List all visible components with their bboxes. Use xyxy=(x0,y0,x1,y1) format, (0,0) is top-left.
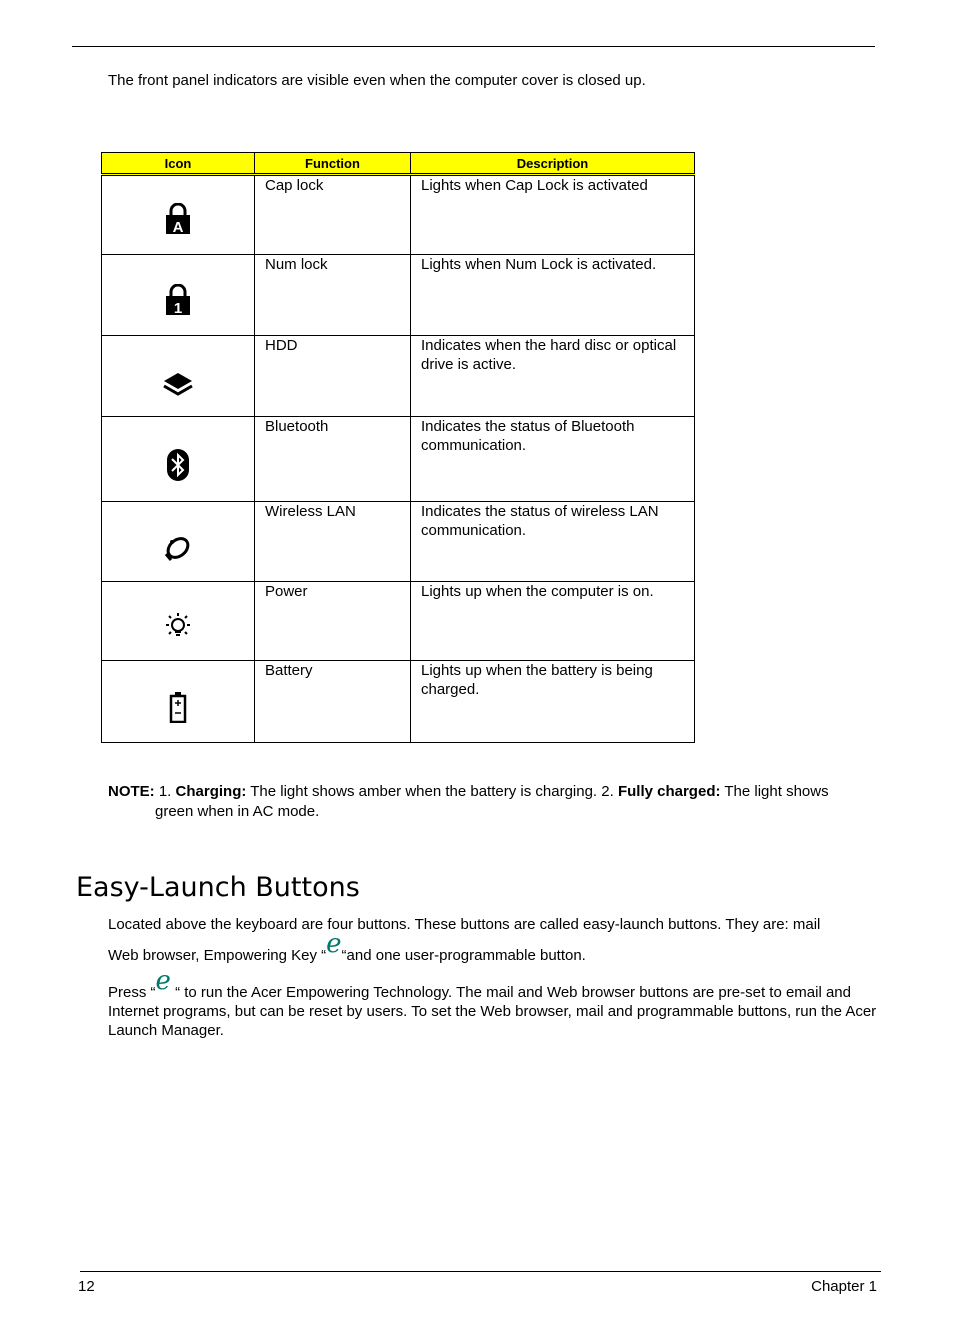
indicator-table xyxy=(101,152,695,743)
note-line-2: green when in AC mode. xyxy=(155,803,320,820)
icon-cell xyxy=(102,417,255,502)
fully-charged-label: Fully charged: xyxy=(617,783,721,800)
function-cell: Num lock xyxy=(255,255,411,336)
para1-text-b: “and one user-programmable button. xyxy=(341,947,586,964)
description-cell: Lights up when the battery is being charged. xyxy=(411,661,695,743)
header-description: Description xyxy=(411,153,695,175)
para1-line1: Located above the keyboard are four buttons. These buttons are called easy-launch buttons. They are: mail xyxy=(108,916,821,933)
function-cell: Wireless LAN xyxy=(255,502,411,582)
section-paragraph-2 xyxy=(108,966,888,1040)
header-rule xyxy=(72,46,875,47)
para1-line2 xyxy=(108,929,878,965)
function-cell: Bluetooth xyxy=(255,417,411,502)
header-function: Function xyxy=(255,153,411,175)
battery-icon xyxy=(169,691,187,723)
function-cell: Battery xyxy=(255,661,411,743)
charging-text: The light shows amber when the battery is charging. 2. xyxy=(246,783,618,800)
table-row xyxy=(102,175,695,255)
table-row xyxy=(102,502,695,582)
icon-cell xyxy=(102,336,255,417)
num-lock-icon xyxy=(165,284,191,316)
table-row xyxy=(102,336,695,417)
chapter-label: Chapter 1 xyxy=(811,1278,877,1295)
note-text: 1. xyxy=(154,783,176,800)
empowering-key-icon: e xyxy=(155,966,171,996)
icon-cell xyxy=(102,502,255,582)
table-row xyxy=(102,582,695,661)
power-icon xyxy=(163,611,193,641)
table-row xyxy=(102,661,695,743)
svg-text:A: A xyxy=(172,219,184,235)
note-block xyxy=(108,782,878,822)
para2-text-a: Press “ xyxy=(108,984,156,1001)
cap-lock-icon xyxy=(165,203,191,235)
footer-rule xyxy=(80,1271,881,1272)
description-cell: Lights when Num Lock is activated. xyxy=(411,255,695,336)
section-title: Easy-Launch Buttons xyxy=(76,872,360,903)
description-cell: Indicates when the hard disc or optical drive is active. xyxy=(411,336,695,417)
icon-cell xyxy=(102,175,255,255)
note-label: NOTE: xyxy=(108,783,155,800)
hdd-icon xyxy=(162,371,194,397)
page-number: 12 xyxy=(78,1278,95,1295)
function-cell: Power xyxy=(255,582,411,661)
bluetooth-icon xyxy=(166,448,190,482)
function-cell: HDD xyxy=(255,336,411,417)
note-line-1 xyxy=(108,782,878,802)
para2-text-b: “ to run the Acer Empowering Technology. The mail and Web browser buttons are pre-set to email and Internet programs, but can be reset by users. To set the Web browser, mail and programmable buttons, run the Acer Launch Manager. xyxy=(108,984,877,1039)
description-cell: Lights when Cap Lock is activated xyxy=(411,175,695,255)
icon-cell xyxy=(102,661,255,743)
fully-charged-text: The light shows xyxy=(720,783,829,800)
function-cell: Cap lock xyxy=(255,175,411,255)
intro-text: The front panel indicators are visible even when the computer cover is closed up. xyxy=(108,72,646,89)
wireless-lan-icon xyxy=(163,534,193,562)
header-icon: Icon xyxy=(102,153,255,175)
table-row xyxy=(102,417,695,502)
section-paragraph-1 xyxy=(108,915,878,965)
table-row xyxy=(102,255,695,336)
description-cell: Lights up when the computer is on. xyxy=(411,582,695,661)
table-header-row xyxy=(102,153,695,175)
description-cell: Indicates the status of wireless LAN communication. xyxy=(411,502,695,582)
icon-cell xyxy=(102,582,255,661)
svg-text:1: 1 xyxy=(173,300,183,316)
description-cell: Indicates the status of Bluetooth communication. xyxy=(411,417,695,502)
icon-cell xyxy=(102,255,255,336)
charging-label: Charging: xyxy=(175,783,247,800)
para1-text-a: Web browser, Empowering Key “ xyxy=(108,947,327,964)
empowering-key-icon: e xyxy=(326,929,342,959)
